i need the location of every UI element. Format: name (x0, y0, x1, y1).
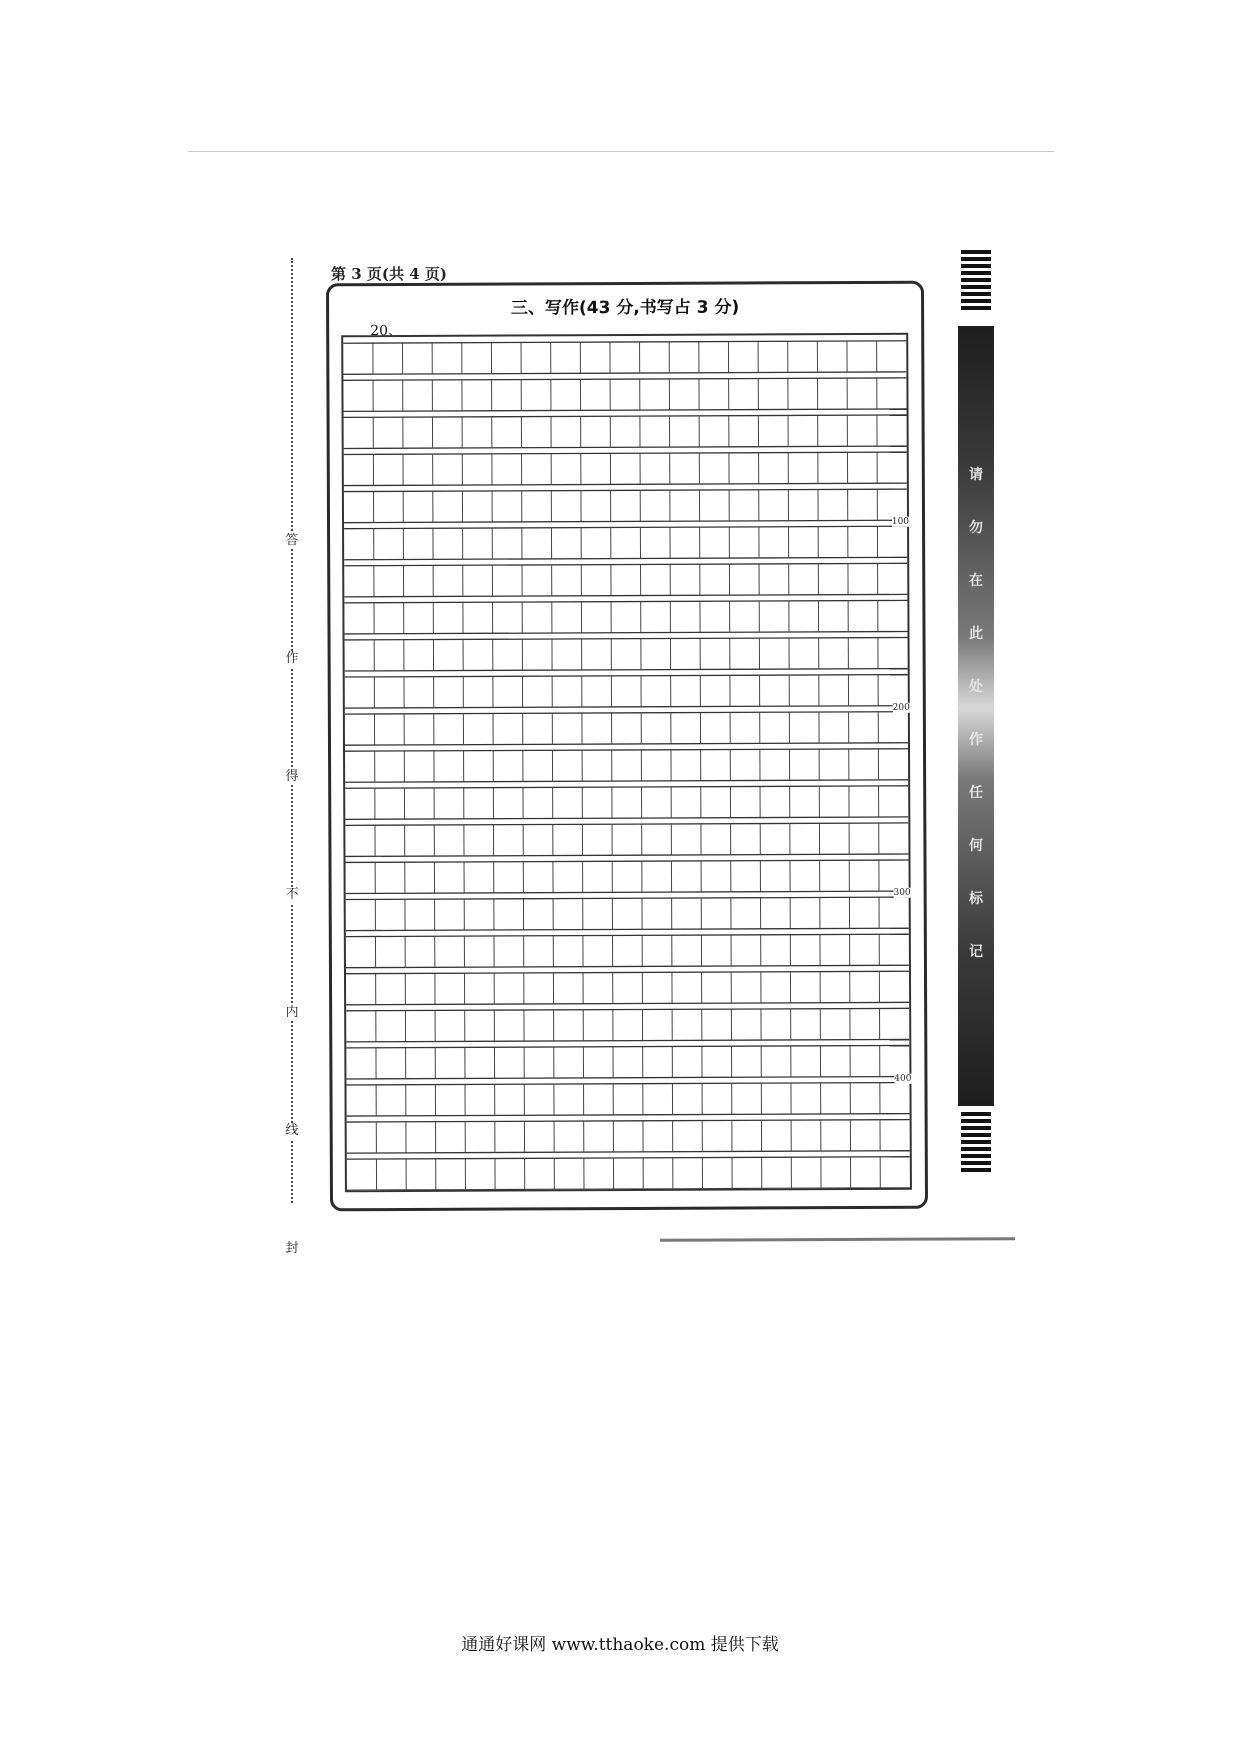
grid-row[interactable] (347, 1120, 910, 1154)
grid-row[interactable] (344, 600, 907, 634)
side-warning-char: 请 (969, 467, 983, 483)
grid-row[interactable] (345, 823, 908, 857)
grid-row[interactable] (346, 1045, 909, 1079)
grid-row[interactable] (345, 637, 908, 671)
side-warning-char: 记 (969, 944, 983, 960)
seal-line-char: 答 (281, 533, 303, 549)
grid-row[interactable] (346, 1008, 909, 1042)
side-warning-char: 标 (969, 891, 983, 907)
page-label: 第 3 页(共 4 页) (331, 265, 447, 283)
section-title: 三、写作(43 分,书写占 3 分) (510, 297, 740, 319)
side-warning-char: 在 (969, 573, 983, 589)
bottom-barcode-marks (961, 1112, 991, 1175)
seal-line (285, 258, 299, 1256)
word-count-mark: 200 (892, 702, 910, 713)
grid-row[interactable] (344, 489, 907, 523)
grid-row[interactable] (343, 378, 906, 412)
grid-row[interactable] (345, 712, 908, 746)
seal-line-char: 内 (281, 1005, 303, 1021)
seal-line-char: 得 (281, 769, 303, 785)
composition-grid[interactable] (341, 333, 912, 1192)
seal-line-char: 封 (281, 1241, 303, 1257)
word-count-mark: 300 (893, 888, 911, 899)
grid-row[interactable] (347, 1157, 910, 1191)
side-warning-char: 任 (969, 785, 983, 801)
grid-row[interactable] (346, 934, 909, 968)
grid-row[interactable] (344, 415, 907, 449)
grid-row[interactable] (344, 452, 907, 486)
writing-section-frame (326, 281, 928, 1212)
top-divider (188, 151, 1054, 152)
grid-row[interactable] (345, 786, 908, 820)
question-number: 20、 (370, 322, 403, 340)
word-count-mark: 400 (894, 1073, 912, 1084)
side-warning-char: 此 (969, 626, 983, 642)
grid-row[interactable] (345, 749, 908, 783)
grid-row[interactable] (343, 341, 906, 375)
grid-row[interactable] (344, 563, 907, 597)
side-warning-char: 作 (969, 732, 983, 748)
footer-credit: 通通好课网 www.tthaoke.com 提供下载 (461, 1635, 779, 1655)
grid-row[interactable] (346, 897, 909, 931)
grid-lines (343, 335, 910, 1190)
side-warning-char: 何 (969, 838, 983, 854)
word-count-mark: 100 (891, 517, 910, 528)
seal-dotted-line (291, 258, 293, 1203)
grid-row[interactable] (344, 526, 907, 560)
grid-row[interactable] (346, 971, 909, 1005)
grid-row[interactable] (346, 860, 909, 894)
top-barcode-marks (961, 250, 991, 313)
side-warning-char: 处 (969, 679, 983, 695)
grid-row[interactable] (346, 1083, 909, 1117)
seal-line-char: 不 (281, 887, 303, 903)
seal-line-char: 线 (281, 1123, 303, 1139)
side-warning-char: 勿 (969, 520, 983, 536)
bottom-divider (660, 1237, 1015, 1242)
grid-row[interactable] (345, 675, 908, 709)
side-warning-bar (958, 326, 994, 1106)
seal-line-char: 作 (281, 651, 303, 667)
